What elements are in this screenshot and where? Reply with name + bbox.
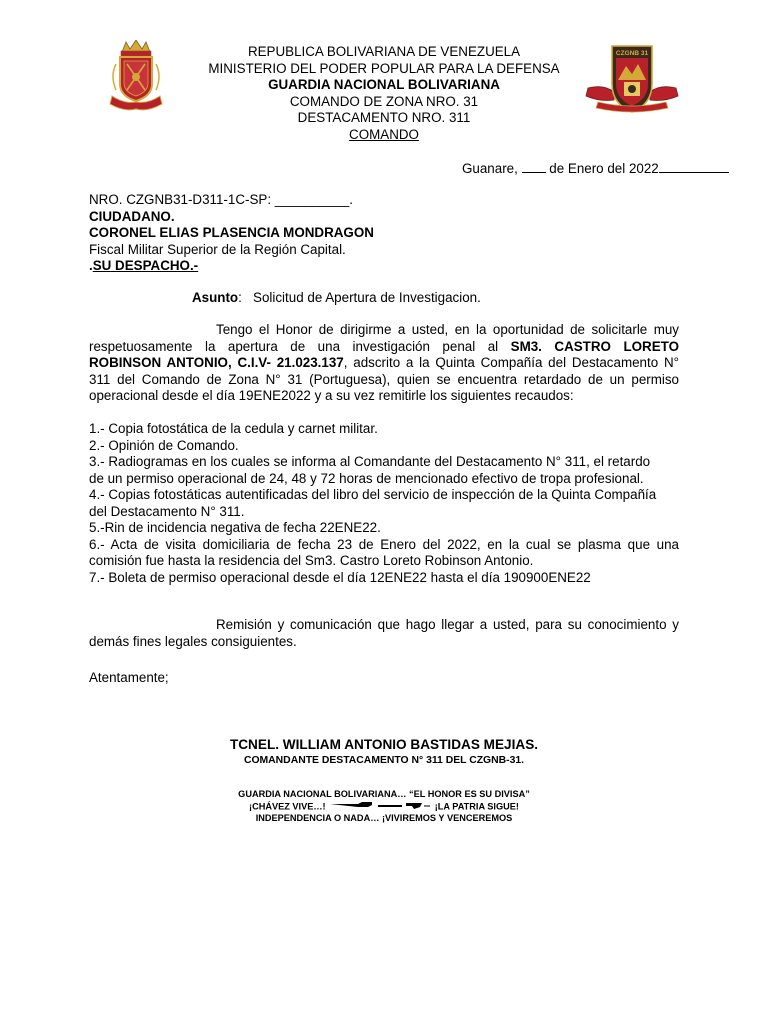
place-date-prefix: Guanare,: [462, 161, 522, 176]
list-item: 2.- Opinión de Comando.: [89, 437, 239, 453]
subject-text: Solicitud de Apertura de Investigacion.: [253, 290, 481, 305]
paragraph-line: 311 del Comando de Zona N° 31 (Portuguesa), quien se encuentra retardado de un permiso: [89, 371, 679, 387]
list-item: 7.- Boleta de permiso operacional desde el día 12ENE22 hasta el día 190900ENE22: [89, 569, 591, 585]
salutation: CIUDADANO.: [89, 208, 175, 224]
paragraph-line: Tengo el Honor de dirigirme a usted, en la oportunidad de solicitarle muy: [216, 322, 679, 337]
header-zone-command: COMANDO DE ZONA NRO. 31: [289, 93, 479, 109]
subject-colon: :: [238, 290, 242, 305]
reference-number: NRO. CZGNB31-D311-1C-SP: __________.: [89, 192, 353, 207]
subject-label: Asunto: [192, 290, 239, 305]
list-item: comisión fue hasta la residencia del Sm3. Castro Loreto Robinson Antonio.: [89, 553, 534, 568]
su-despacho: SU DESPACHO.-: [92, 258, 199, 273]
rifle-icon: [328, 801, 432, 814]
main-paragraph: [89, 322, 679, 405]
list-item: 3.- Radiogramas en los cuales se informa al Comandante del Destacamento N° 311, el retardo: [89, 454, 651, 469]
motto-line: GUARDIA NACIONAL BOLIVARIANA… “EL HONOR ES SU DIVISA”: [238, 789, 530, 799]
list-item: del Destacamento N° 311.: [89, 503, 245, 519]
signature-block: [150, 737, 618, 767]
attachments-list: [89, 421, 689, 586]
paragraph-line: [89, 339, 679, 356]
header-republic: REPUBLICA BOLIVARIANA DE VENEZUELA: [247, 44, 521, 59]
signer-name: TCNEL. WILLIAM ANTONIO BASTIDAS MEJIAS.: [229, 737, 539, 752]
list-item: 6.- Acta de visita domiciliaria de fecha 23 de Enero del 2022, en la cual se plasma que una: [89, 536, 679, 552]
accused-name-id: ROBINSON ANTONIO, C.I.V- 21.023.137: [89, 355, 344, 370]
header-comando: COMANDO: [349, 126, 419, 142]
paragraph-line: operacional desde el día 19ENE2022 y a su vez remitirle los siguientes recaudos:: [89, 388, 574, 403]
closing-line: Remisión y comunicación que hago llegar a usted, para su conocimiento y: [216, 617, 679, 632]
list-item: de un permiso operacional de 24, 48 y 72 horas de mencionado efectivo de tropa profesional.: [89, 470, 644, 486]
svg-text:CZGNB 31: CZGNB 31: [615, 50, 649, 57]
paragraph-text: respetuosamente la apertura de una investigación penal al: [89, 338, 511, 354]
header-ministry: MINISTERIO DEL PODER POPULAR PARA LA DEFENSA: [208, 60, 560, 76]
signer-rank: COMANDANTE DESTACAMENTO N° 311 DEL CZGNB-31.: [243, 755, 525, 766]
list-item: 5.-Rin de incidencia negativa de fecha 22ENE22.: [89, 520, 381, 535]
paragraph-text: , adscrito a la Quinta Compañía del Destacamento N°: [343, 355, 679, 370]
place-date: [462, 160, 729, 177]
place-date-middle: de Enero del 2022: [545, 161, 659, 176]
subject-line: [192, 290, 481, 306]
list-item: 1.- Copia fotostática de la cedula y carnet militar.: [89, 421, 378, 436]
trailing-blank: [659, 160, 729, 173]
motto-chavez: ¡CHÁVEZ VIVE…!: [249, 801, 326, 812]
recipient-name: CORONEL ELIAS PLASENCIA MONDRAGON: [89, 225, 374, 240]
motto-patria: ¡LA PATRIA SIGUE!: [434, 801, 519, 812]
motto-line: INDEPENDENCIA O NADA… ¡VIVIREMOS Y VENCEREMOS: [255, 813, 513, 823]
recipient-position: Fiscal Militar Superior de la Región Capital.: [89, 241, 346, 257]
letterhead: [150, 44, 618, 143]
header-guard: GUARDIA NACIONAL BOLIVARIANA: [268, 77, 500, 92]
closing-paragraph: [89, 617, 679, 650]
despacho-prefix: .: [89, 258, 93, 273]
motto-block: [150, 789, 618, 825]
closing-line: demás fines legales consiguientes.: [89, 633, 297, 649]
header-detachment: DESTACAMENTO NRO. 311: [297, 110, 471, 125]
list-item: 4.- Copias fotostáticas autentificadas del libro del servicio de inspección de la Quinta Compañía: [89, 487, 657, 502]
greeting: Atentamente;: [89, 670, 169, 685]
day-blank: [522, 160, 546, 173]
motto-line: [150, 801, 618, 814]
paragraph-line: [89, 355, 679, 372]
reference-block: [89, 192, 689, 275]
czgnb31-badge-icon: [584, 44, 680, 114]
accused-rank: SM3. CASTRO LORETO: [510, 338, 679, 354]
